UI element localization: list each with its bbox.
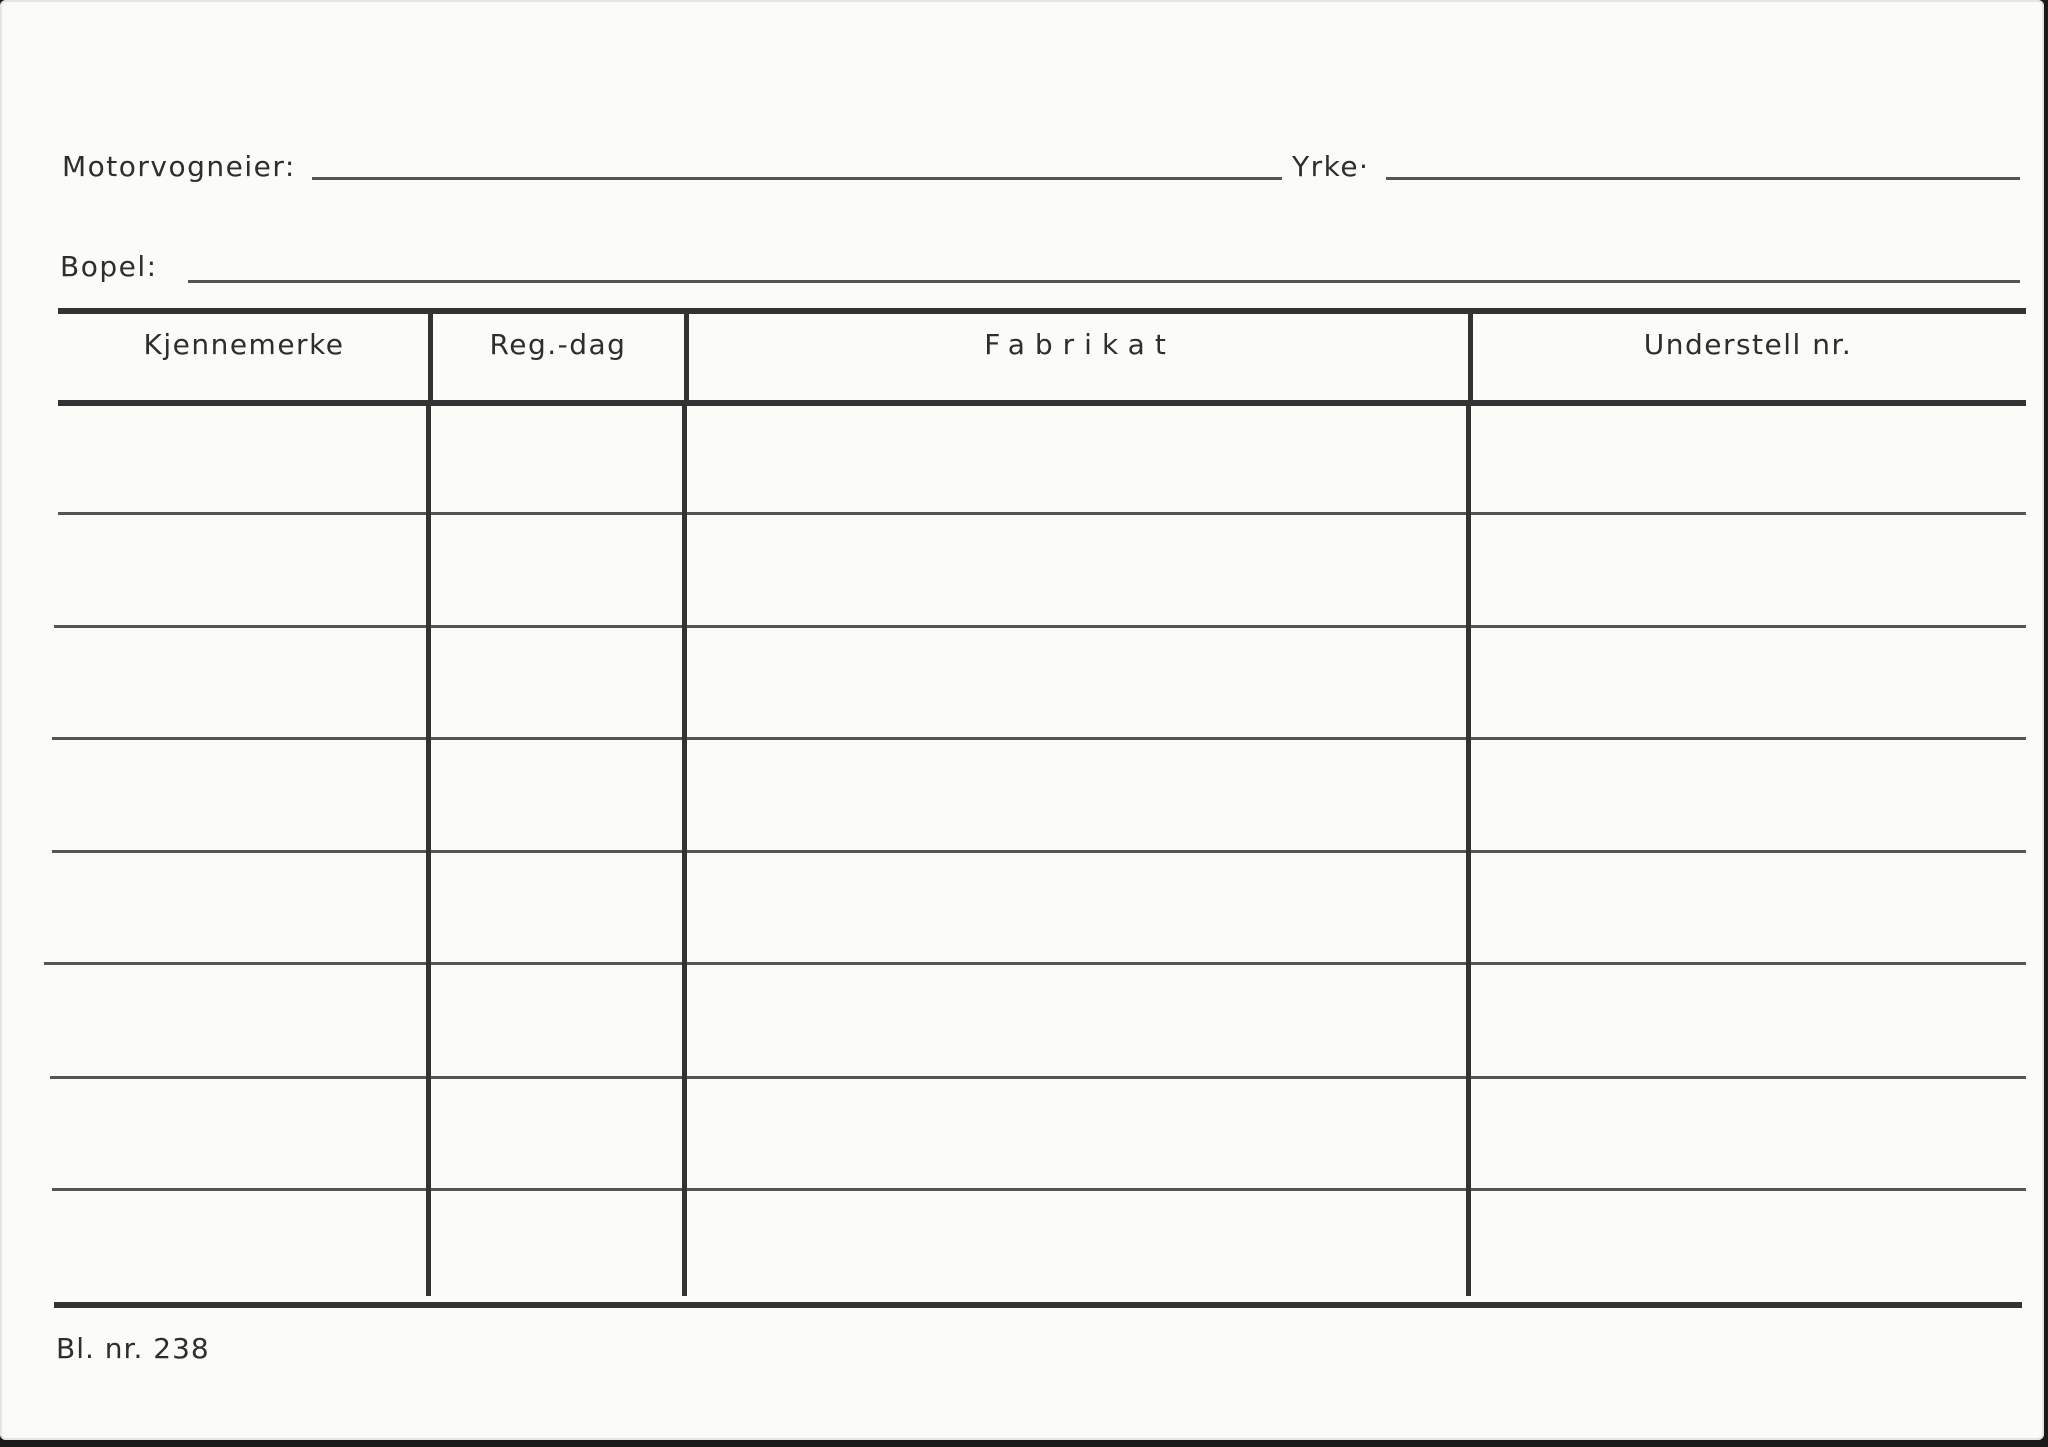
occupation-label: Yrke· (1292, 150, 1370, 183)
column-header-make: Fabrikat (984, 328, 1176, 361)
column-header-license-plate: Kjennemerke (143, 328, 345, 361)
row-divider (52, 1188, 2026, 1191)
row-divider (54, 625, 2026, 628)
residence-label: Bopel: (60, 250, 158, 283)
table-top-border (58, 308, 2026, 314)
form-number: Bl. nr. 238 (56, 1332, 210, 1365)
table-header-border (58, 400, 2026, 406)
owner-label: Motorvogneier: (62, 150, 296, 183)
column-divider (1468, 314, 1473, 400)
row-divider (50, 1076, 2026, 1079)
table-bottom-border (54, 1302, 2022, 1308)
column-divider (426, 406, 431, 1296)
column-divider (684, 314, 689, 400)
column-divider (428, 314, 433, 400)
row-divider (58, 512, 2026, 515)
occupation-field-line (1386, 177, 2020, 180)
column-header-registration-date: Reg.-dag (489, 328, 627, 361)
column-divider (1466, 406, 1471, 1296)
column-header-chassis-number: Understell nr. (1643, 328, 1853, 361)
residence-field-line (188, 280, 2020, 283)
column-divider (682, 406, 687, 1296)
row-divider (52, 850, 2026, 853)
owner-field-line (312, 177, 1282, 180)
row-divider (44, 962, 2026, 965)
row-divider (52, 737, 2026, 740)
